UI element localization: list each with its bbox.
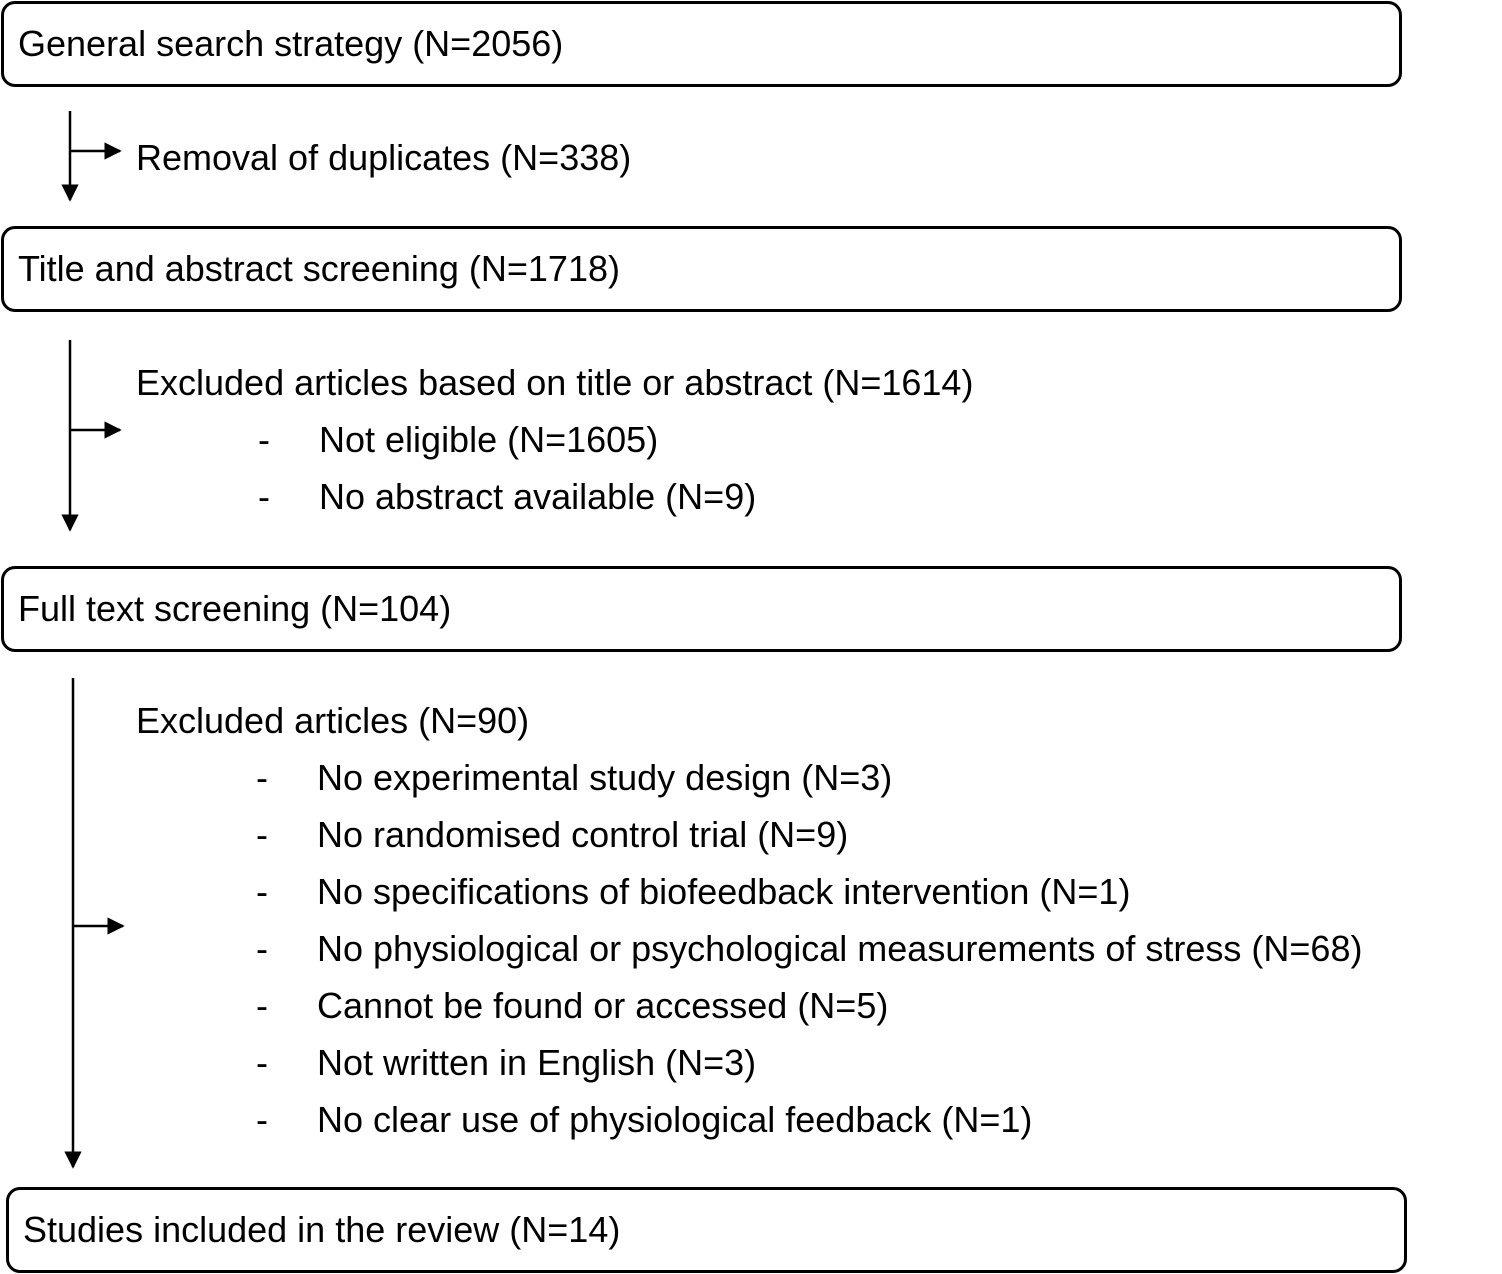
exclusion-heading-title-abstract: Excluded articles based on title or abstract (N=1614) [136,362,974,403]
exclusion-heading-duplicates: Removal of duplicates (N=338) [136,137,632,178]
exclusion-item: No experimental study design (N=3) [317,757,893,798]
exclusion-item: No specifications of biofeedback intervention (N=1) [317,871,1131,912]
exclusion-item: No abstract available (N=9) [319,476,757,517]
exclusion-item: Cannot be found or accessed (N=5) [317,985,889,1026]
stage-box-full-text [1,566,1402,652]
stage-label: General search strategy (N=2056) [18,23,564,64]
exclusion-item: No randomised control trial (N=9) [317,814,849,855]
bullet-dash: - [258,419,270,460]
stage-label: Studies included in the review (N=14) [23,1209,621,1250]
exclusion-heading-full-text: Excluded articles (N=90) [136,700,530,741]
exclusion-item: Not eligible (N=1605) [319,419,659,460]
bullet-dash: - [256,871,268,912]
bullet-dash: - [258,476,270,517]
bullet-dash: - [256,985,268,1026]
bullet-dash: - [256,1042,268,1083]
stage-label: Title and abstract screening (N=1718) [18,248,620,289]
stage-box-title-abstract [1,226,1402,312]
bullet-dash: - [256,928,268,969]
stage-box-search [1,1,1402,87]
exclusion-item: Not written in English (N=3) [317,1042,757,1083]
exclusion-item: No physiological or psychological measurements of stress (N=68) [317,928,1363,969]
bullet-dash: - [256,757,268,798]
stage-label: Full text screening (N=104) [18,588,452,629]
stage-box-included [6,1187,1407,1273]
bullet-dash: - [256,814,268,855]
exclusion-item: No clear use of physiological feedback (N=1) [317,1099,1033,1140]
bullet-dash: - [256,1099,268,1140]
